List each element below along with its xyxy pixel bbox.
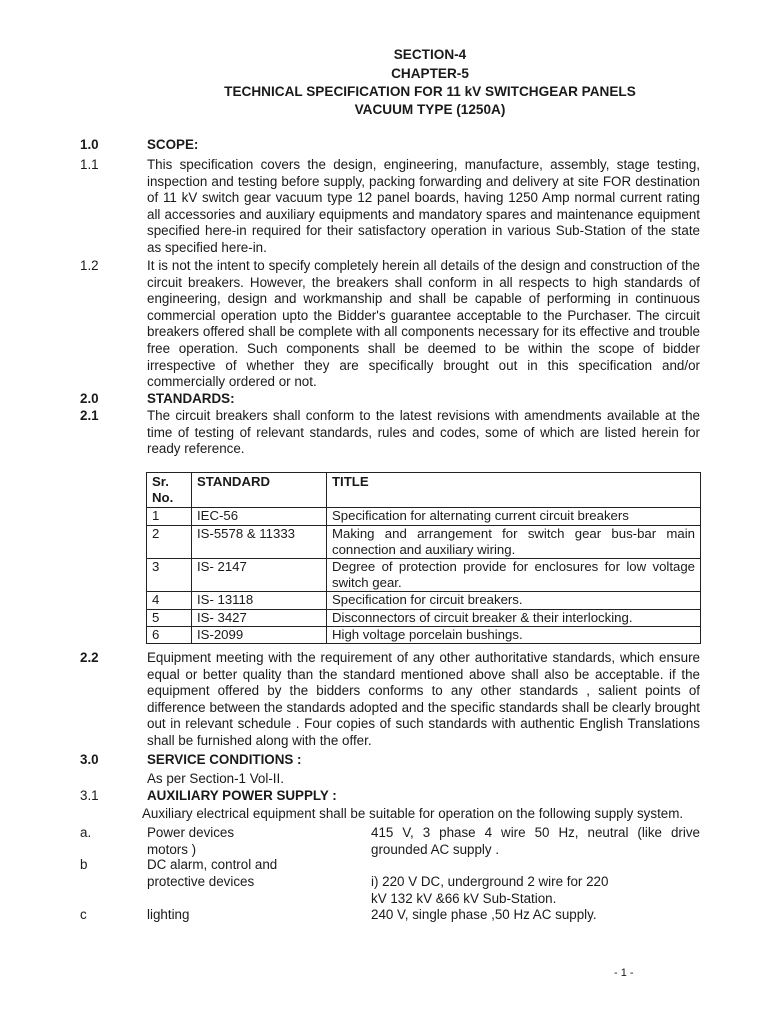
clause-number: 1.1 [80, 157, 99, 172]
scope-paragraph-2: It is not the intent to specify completely herein all details of the design and construction of the circuit breakers. However, the breakers shall conform in all respects to high standards of engineering, design and workmanship and shall be capable of performing in continuous commercial operation upto the Bidder's guarantee acceptable to the Purchaser. The circuit breakers offered shall be complete with all components necessary for its effective and trouble free operation. Such components shall be deemed to be within the scope of bidder irrespective of whether they are specifically brought out in this specification and/or commercially ordered or not. [147, 258, 700, 390]
standards-paragraph-2: Equipment meeting with the requirement of any other authoritative standards, which ensure equal or better quality than the standard mentioned above shall also be acceptable. if the equipment offered by the bidders conforms to any other standards , salient points of difference between the standards adopted and the specific standards shall be clearly brought out in relevant schedule . Four copies of such standards with authentic English Translations shall be furnished along with the offer. [147, 650, 700, 748]
cell-title: Specification for alternating current circuit breakers [327, 508, 701, 525]
document-title: TECHNICAL SPECIFICATION FOR 11 kV SWITCHGEAR PANELS [224, 84, 636, 99]
scope-heading: SCOPE: [147, 137, 199, 152]
standards-table [146, 472, 701, 644]
document-subtitle: VACUUM TYPE (1250A) [354, 102, 506, 117]
cell-standard: IS- 3427 [192, 609, 327, 626]
cell-standard: IEC-56 [192, 508, 327, 525]
table-row [147, 592, 701, 609]
label-line: DC alarm, control and [147, 857, 278, 872]
value-line: kV 132 kV &66 kV Sub-Station. [371, 890, 557, 906]
standards-paragraph-1: The circuit breakers shall conform to the latest revisions with amendments available at the time of testing of relevant standards, rules and codes, some of which are listed herein for ready reference. [147, 408, 700, 457]
label-line: Power devices [147, 825, 235, 840]
clause-number: 2.0 [80, 391, 99, 406]
supply-item-label [147, 825, 362, 858]
service-conditions-heading: SERVICE CONDITIONS : [147, 752, 302, 767]
clause-number: 1.2 [80, 258, 99, 273]
scope-paragraph-1: This specification covers the design, engineering, manufacture, assembly, stage testing, inspection and testing before supply, packing forwarding and delivery at site FOR destination of 11 kV switch gear vacuum type 12 panel boards, having 1250 Amp normal current rating all accessories and auxiliary equipments and mandatory spares and maintenance equipment specified here-in required for their satisfactory operation in various Sub-Station of the state as specified here-in. [147, 157, 700, 255]
page-number: - 1 - [614, 967, 634, 979]
auxiliary-power-heading: AUXILIARY POWER SUPPLY : [147, 788, 337, 803]
cell-sr-no: 5 [147, 609, 192, 626]
clause-number: 2.2 [80, 650, 99, 665]
clause-number: 3.1 [80, 788, 99, 803]
cell-sr-no: 3 [147, 559, 192, 592]
cell-standard: IS-2099 [192, 626, 327, 643]
cell-standard: IS-5578 & 11333 [192, 525, 327, 558]
value-line: 415 V, 3 phase 4 wire 50 Hz, neutral (like drive [371, 825, 700, 840]
supply-item-value [371, 825, 700, 858]
cell-sr-no: 2 [147, 525, 192, 558]
table-row [147, 609, 701, 626]
list-marker: b [80, 857, 88, 872]
clause-number: 1.0 [80, 137, 99, 152]
table-row [147, 626, 701, 643]
cell-sr-no: 1 [147, 508, 192, 525]
clause-number: 2.1 [80, 408, 99, 423]
supply-item-value [371, 874, 700, 907]
value-line: 240 V, single phase ,50 Hz AC supply. [371, 907, 597, 922]
clause-number: 3.0 [80, 752, 99, 767]
column-header-title: TITLE [327, 473, 701, 508]
label-line: protective devices [147, 873, 255, 889]
cell-sr-no: 6 [147, 626, 192, 643]
standards-heading: STANDARDS: [147, 391, 235, 406]
cell-title: Specification for circuit breakers. [327, 592, 701, 609]
supply-item-label [147, 857, 362, 890]
supply-item-value [371, 907, 700, 924]
cell-sr-no: 4 [147, 592, 192, 609]
cell-title: Degree of protection provide for enclosures for low voltage switch gear. [327, 559, 701, 592]
list-marker: a. [80, 825, 92, 840]
cell-title: High voltage porcelain bushings. [327, 626, 701, 643]
supply-item-label [147, 907, 362, 924]
cell-title: Making and arrangement for switch gear bus-bar main connection and auxiliary wiring. [327, 525, 701, 558]
list-marker: c [80, 907, 87, 922]
table-row [147, 508, 701, 525]
auxiliary-power-intro: Auxiliary electrical equipment shall be suitable for operation on the following supply system. [142, 806, 684, 821]
label-line: motors ) [147, 841, 197, 857]
label-line: lighting [147, 907, 190, 922]
chapter-heading: CHAPTER-5 [391, 66, 469, 81]
table-row [147, 525, 701, 558]
cell-standard: IS- 2147 [192, 559, 327, 592]
value-line: grounded AC supply . [371, 841, 500, 857]
section-heading: SECTION-4 [393, 47, 467, 62]
column-header-sr-no: Sr. No. [147, 473, 192, 508]
table-header-row [147, 473, 701, 508]
cell-title: Disconnectors of circuit breaker & their interlocking. [327, 609, 701, 626]
column-header-standard: STANDARD [192, 473, 327, 508]
value-line: i) 220 V DC, underground 2 wire for 220 [371, 874, 609, 889]
table-row [147, 559, 701, 592]
service-conditions-reference: As per Section-1 Vol-II. [147, 771, 284, 786]
cell-standard: IS- 13118 [192, 592, 327, 609]
